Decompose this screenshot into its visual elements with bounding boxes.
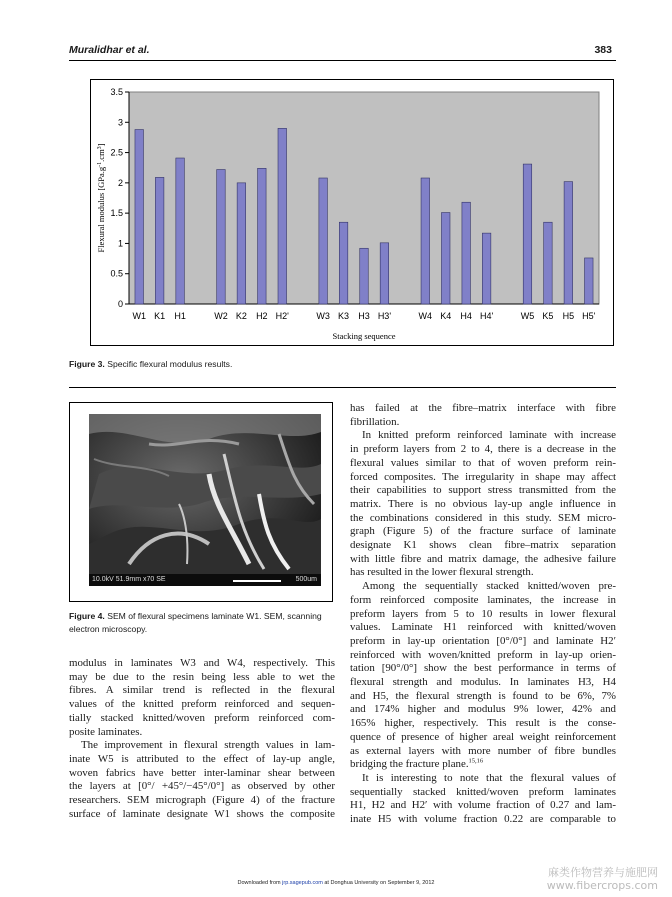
text-line: preform layers from 5 to 10 results in lower flexural (350, 607, 616, 620)
x-tick-label: H2' (275, 311, 289, 321)
bar-h2p (278, 128, 287, 304)
watermark (547, 866, 658, 892)
sem-scale-bar (233, 580, 281, 582)
bar-h5p (585, 258, 594, 304)
y-tick-label: 3.5 (110, 87, 123, 97)
watermark-line-2: www.fibercrops.com (546, 879, 658, 892)
text-line: their capabilities to support stress transmitted from the (350, 484, 616, 497)
text-line: tation [90°/0°] show the best performance in terms of (350, 662, 616, 675)
x-axis-title: Stacking sequence (332, 331, 396, 341)
figure-4-caption-text: SEM of flexural specimens laminate W1. SEM, scanning electron microscopy. (69, 611, 322, 634)
x-tick-label: H2 (256, 311, 268, 321)
x-tick-label: H5 (562, 311, 575, 321)
sem-scale-label: 500um (295, 576, 317, 583)
figure-3-chart (90, 79, 614, 346)
x-tick-label: K4 (440, 311, 452, 321)
text-line: In knitted preform reinforced laminate with increase (362, 429, 616, 442)
text-line: designate K1 shows clean fibre–matrix separation (350, 539, 616, 552)
text-line: forced composites. The irregularity in shape may affect (350, 470, 616, 483)
page-number: 383 (594, 44, 612, 56)
flexural-modulus-bar-chart (91, 80, 613, 345)
bar-w1 (135, 130, 144, 304)
text-line: graph (Figure 5) of the fracture surface of laminate (350, 525, 616, 538)
text-line: preform in lay-up orientation [0°/0°] and laminate H2′ (350, 634, 616, 647)
text-line: bridging the fracture plane.$^{15,16}$ (350, 757, 484, 771)
left-column-text (69, 657, 335, 821)
bar-h3 (360, 248, 369, 304)
text-line: has resulted in the lower flexural strength. (350, 566, 534, 579)
y-tick-label: 2 (117, 177, 123, 188)
y-axis-title-part: 3 (97, 146, 103, 150)
text-line: fibres. A similar trend is reflected in the flexural (69, 684, 335, 697)
y-tick-label: 3 (117, 117, 123, 128)
figure-3-label: Figure 3. (69, 359, 105, 369)
figure-4-caption (69, 610, 331, 635)
y-axis-title-part: Flexural modulus [GPa.g (96, 166, 106, 253)
y-tick-label: 1 (117, 238, 123, 249)
citation-superscript: 15,16 (468, 757, 484, 765)
footer-link[interactable]: jrp.sagepub.com (282, 880, 323, 886)
x-tick-label: H3' (377, 311, 392, 321)
text-line: flexural strength and modulus. In laminates H3, H4 (350, 676, 616, 689)
x-tick-label: K3 (338, 311, 350, 321)
text-line: may be due to the resin being less able to wet the (69, 670, 335, 683)
text-line: tially stacked knitted/woven preform reinforced com- (69, 711, 335, 724)
text-line: The improvement in flexural strength values in lam- (81, 739, 335, 752)
y-tick-label: 0.5 (110, 268, 123, 279)
bar-k3 (339, 222, 348, 304)
text-line: woven fabrics have better inter-laminar shear between (69, 766, 335, 779)
bar-h4p (482, 233, 491, 304)
x-tick-label: H3 (358, 311, 370, 321)
footer-prefix: Downloaded from (237, 880, 283, 886)
bar-h1 (176, 158, 185, 304)
x-tick-label: K2 (235, 311, 247, 321)
text-line: H1, H2 and H2′ with volume fraction of 0.27 and lam- (350, 799, 616, 812)
bar-k2 (237, 183, 246, 304)
figure-3-caption-text: Specific flexural modulus results. (107, 359, 233, 369)
text-line: quence of presence of higher areal weight reinforcement (350, 730, 616, 743)
bar-h5 (564, 182, 573, 304)
bar-k1 (155, 177, 164, 304)
bar-w2 (217, 170, 226, 304)
text-line: surface of laminate designate W1 shows the composite (69, 807, 335, 820)
text-line: values of the knitted preform reinforced and sequen- (69, 698, 335, 711)
x-tick-label: W1 (132, 311, 146, 321)
text-line: and H5, the flexural strength is found to be 6%, 7% (350, 689, 616, 702)
sem-texture (89, 414, 321, 574)
text-line: posite laminates. (69, 725, 143, 738)
x-tick-label: W2 (214, 311, 228, 321)
bar-h2 (258, 168, 267, 304)
bar-w3 (319, 178, 328, 304)
watermark-line-1: 麻类作物营养与施肥网 (548, 866, 658, 879)
y-axis-title (96, 143, 106, 252)
text-line: 165% higher, respectively. This result is the conse- (350, 717, 616, 730)
x-tick-label: H4' (479, 311, 494, 321)
text-line: sequentially stacked knitted/woven preform laminates (350, 785, 616, 798)
bar-k4 (441, 213, 450, 304)
text-line: researchers. SEM micrograph (Figure 4) of the fracture (69, 794, 335, 807)
y-tick-label: 0 (117, 299, 123, 309)
header-rule (69, 60, 616, 61)
bar-w5 (523, 164, 532, 304)
x-tick-label: H4 (460, 311, 472, 321)
x-tick-label: K5 (542, 311, 554, 321)
right-column-text (350, 402, 616, 827)
text-line: Among the sequentially stacked knitted/woven pre- (362, 580, 616, 593)
text-line: with little fibre and matrix damage, the adhesive failure (350, 552, 616, 565)
figure-3-caption (69, 358, 232, 371)
sem-info-bar (89, 574, 321, 586)
running-header-author: Muralidhar et al. (69, 44, 150, 56)
y-axis-title-part: ] (96, 143, 106, 147)
text-line: matrix. There is no obvious lay-up angle influence in (350, 497, 616, 510)
text-line: as external layers with more number of fibre bundles (350, 744, 616, 757)
x-tick-label: W4 (418, 311, 433, 321)
text-line: the layers at [0°/ +45°/−45°/0°] as observed by other (69, 780, 335, 793)
sem-micrograph (89, 414, 321, 586)
x-tick-label: W5 (520, 311, 535, 321)
text-line: It is interesting to note that the flexural values of (362, 771, 616, 784)
text-line: inate H5 with volume fraction 0.22 are comparable to (350, 813, 616, 826)
text-line: values. Laminate H1 reinforced with knitted/woven (350, 621, 616, 634)
x-tick-label: H1 (174, 311, 186, 321)
text-line: inate W5 is attributed to the effect of lay-up angle, (69, 752, 335, 765)
x-tick-label: W3 (316, 311, 330, 321)
bar-w4 (421, 178, 430, 304)
text-line: fibrillation. (350, 415, 400, 428)
sem-info-text: 10.0kV 51.9mm x70 SE (92, 576, 166, 583)
text-line: flexural values similar to that of woven preform rein- (350, 456, 616, 469)
x-tick-label: H5' (582, 311, 596, 321)
text-line: the combinations considered in this study. SEM micro- (350, 511, 616, 524)
text-line: and 174% higher and modulus 9% lower, 42% and (350, 703, 616, 716)
y-axis-title-part: -1 (97, 161, 103, 167)
text-line: modulus in laminates W3 and W4, respectively. This (69, 657, 335, 669)
bar-h3p (380, 243, 389, 304)
y-tick-label: 1.5 (110, 208, 123, 219)
footer-suffix: at Donghua University on September 9, 2012 (322, 880, 435, 886)
bar-k5 (544, 222, 553, 304)
x-tick-label: K1 (154, 311, 166, 321)
text-line: reinforced with woven/knitted preform in lay-up orien- (350, 648, 616, 661)
y-tick-label: 2.5 (110, 147, 123, 158)
text-line: has failed at the fibre–matrix interface with fibre (350, 402, 616, 414)
text-line: form reinforced composite laminates, the increase in (350, 593, 616, 606)
section-rule (69, 387, 616, 388)
figure-4-label: Figure 4. (69, 611, 105, 621)
bar-h4 (462, 202, 471, 304)
y-axis-title-part: .cm (96, 149, 106, 162)
text-line: in preform layers from 2 to 4, there is a decrease in the (350, 443, 616, 456)
